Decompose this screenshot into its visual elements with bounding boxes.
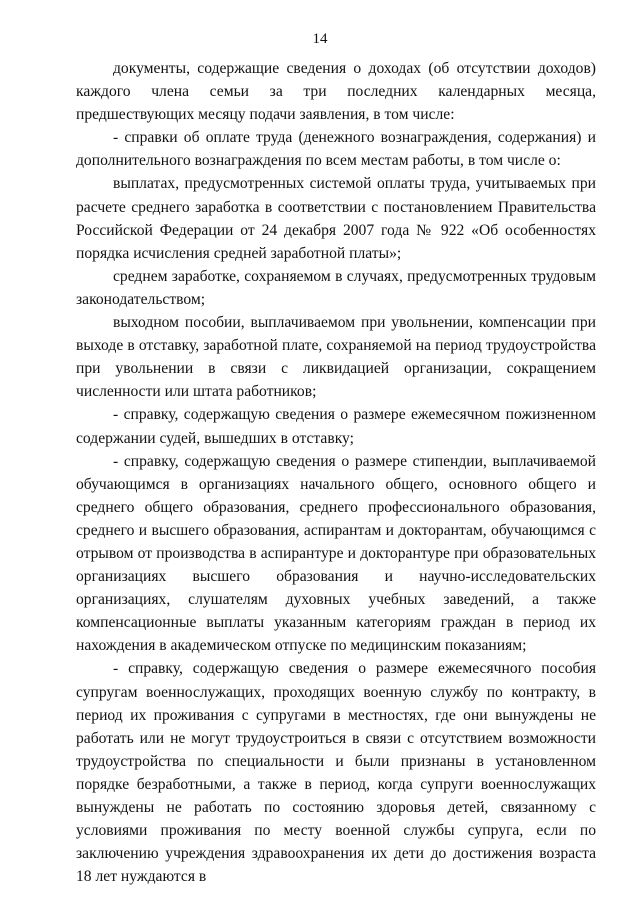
paragraph-military-spouse-allowance: - справку, содержащую сведения о размере ежемесячного пособия супругам военнослужащих, проходящих военную службу по контракту, в период их проживания с супругами в местностях, где они вынуждены не работать или не могут трудоустроиться в связи с отсутствием возможности трудоустройства по специальности и были признаны в установленном порядке безработными, а также в период, когда супруги военнослужащих вынуждены не работать по состоянию здоровья детей, связанному с условиями проживания по месту военной службы супруга, если по заключению учреждения здравоохранения их дети до достижения возраста 18 лет нуждаются в — [76, 660, 596, 886]
paragraph-salary-certificates: - справки об оплате труда (денежного вознаграждения, содержания) и дополнительного вознаграждения по всем местам работы, в том числе о: — [76, 129, 596, 170]
paragraph-average-earnings-retained: среднем заработке, сохраняемом в случаях, предусмотренных трудовым законодательством; — [76, 267, 596, 308]
paragraph-documents-intro: документы, содержащие сведения о доходах (об отсутствии доходов) каждого члена семьи за три последних календарных месяца, предшествующих месяцу подачи заявления, в том числе: — [76, 60, 596, 124]
paragraph-severance-pay: выходном пособии, выплачиваемом при увольнении, компенсации при выходе в отставку, заработной плате, сохраняемой на период трудоустройства при увольнении в связи с ликвидацией организации, сокращением численности или штата работников; — [76, 314, 596, 401]
document-body — [76, 57, 596, 888]
paragraph-payments-average-earnings: выплатах, предусмотренных системой оплаты труда, учитываемых при расчете среднего заработка в соответствии с постановлением Правительства Российской Федерации от 24 декабря 2007 года № 922 «Об особенностях порядка исчисления средней заработной платы»; — [76, 175, 596, 262]
paragraph-judges-allowance: - справку, содержащую сведения о размере ежемесячном пожизненном содержании судей, вышедших в отставку; — [76, 406, 596, 447]
page-number: 14 — [312, 31, 328, 47]
paragraph-scholarship: - справку, содержащую сведения о размере стипендии, выплачиваемой обучающимся в организациях начального общего, основного общего и среднего общего образования, среднего профессионального образования, среднего и высшего образования, аспирантам и докторантам, обучающимся с отрывом от производства в аспирантуре и докторантуре при образовательных организациях высшего образования и научно-исследовательских организациях, слушателям духовных учебных заведений, а также компенсационные выплаты указанным категориям граждан в период их нахождения в академическом отпуске по медицинским показаниям; — [76, 452, 596, 655]
